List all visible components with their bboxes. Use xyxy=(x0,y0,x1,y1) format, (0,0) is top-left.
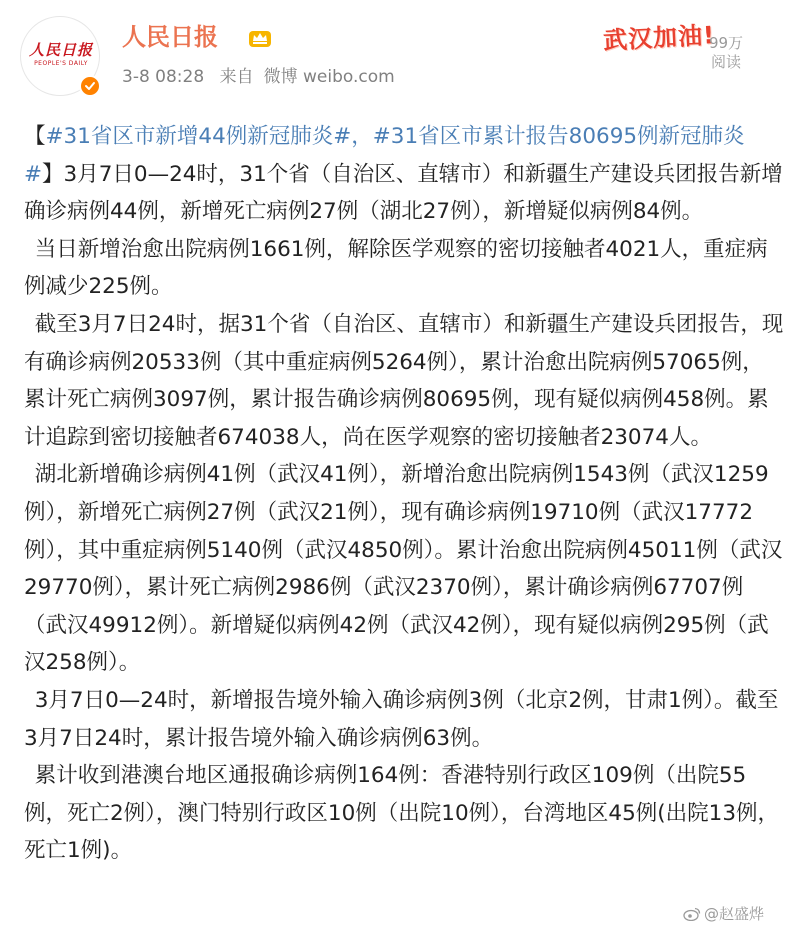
campaign-text: 武汉加油! xyxy=(602,21,716,55)
avatar-logo-text: 人民日报 xyxy=(28,41,93,59)
post-source[interactable]: 微博 weibo.com xyxy=(263,67,395,87)
avatar[interactable] xyxy=(20,16,100,96)
watermark-text: @赵盛烨 xyxy=(704,905,765,923)
hashtag-link-2[interactable]: #31省区市累计报告80695例新冠肺炎# xyxy=(24,124,745,187)
post-header xyxy=(0,0,800,110)
watermark xyxy=(683,903,764,925)
paragraph-1-text: 3月7日0—24时，31个省（自治区、直辖市）和新疆生产建设兵团报告新增确诊病例44例，新增死亡病例27例（湖北27例），新增疑似病例84例。 xyxy=(24,161,783,225)
read-count-label: 阅读 xyxy=(710,53,741,71)
post-source-prefix: 来自 xyxy=(219,67,254,87)
crown-icon xyxy=(248,26,272,48)
post-timestamp: 3-8 08:28 xyxy=(122,67,205,87)
verified-badge-icon xyxy=(79,75,101,97)
post-paragraph-2: 当日新增治愈出院病例1661例，解除医学观察的密切接触者4021人，重症病例减少225例。 xyxy=(24,236,768,300)
post-paragraph-1 xyxy=(24,118,784,231)
hashtag-link-1[interactable]: #31省区市新增44例新冠肺炎# xyxy=(45,124,352,149)
post-body xyxy=(24,118,784,870)
post-paragraph-3: 截至3月7日24时，据31个省（自治区、直辖市）和新疆生产建设兵团报告，现有确诊病例20533例（其中重症病例5264例），累计治愈出院病例57065例，累计死亡病例3097例，累计报告确诊病例80695例，现有疑似病例458例。累计追踪到密切接触者674038人，尚在医学观察的密切接触者23074人。 xyxy=(24,311,784,450)
avatar-logo-subtext: PEOPLE'S DAILY xyxy=(34,60,88,67)
open-bracket: 【 xyxy=(24,124,46,149)
post-paragraph-6: 累计收到港澳台地区通报确诊病例164例：香港特别行政区109例（出院55例，死亡2例），澳门特别行政区10例（出院10例），台湾地区45例(出院13例，死亡1例)。 xyxy=(24,763,780,864)
read-count xyxy=(696,34,756,72)
hashtag-separator: ， xyxy=(351,124,373,149)
read-count-number: 99万 xyxy=(708,34,744,52)
close-bracket: 】 xyxy=(42,161,64,187)
post-paragraph-5: 3月7日0—24时，新增报告境外输入确诊病例3例（北京2例，甘肃1例）。截至3月7日24时，累计报告境外输入确诊病例63例。 xyxy=(24,687,779,751)
post-paragraph-4: 湖北新增确诊病例41例（武汉41例），新增治愈出院病例1543例（武汉1259例），新增死亡病例27例（武汉21例），现有确诊病例19710例（武汉17772例），其中重症病例5140例（武汉4850例）。累计治愈出院病例45011例（武汉29770例），累计死亡病例2986例（武汉2370例），累计确诊病例67707例（武汉49912例）。新增疑似病例42例（武汉42例），现有疑似病例295例（武汉258例）。 xyxy=(24,462,783,676)
account-name[interactable]: 人民日报 xyxy=(122,23,218,51)
weibo-logo-icon xyxy=(683,907,701,925)
post-meta xyxy=(122,66,405,88)
avatar-logo xyxy=(27,41,95,68)
